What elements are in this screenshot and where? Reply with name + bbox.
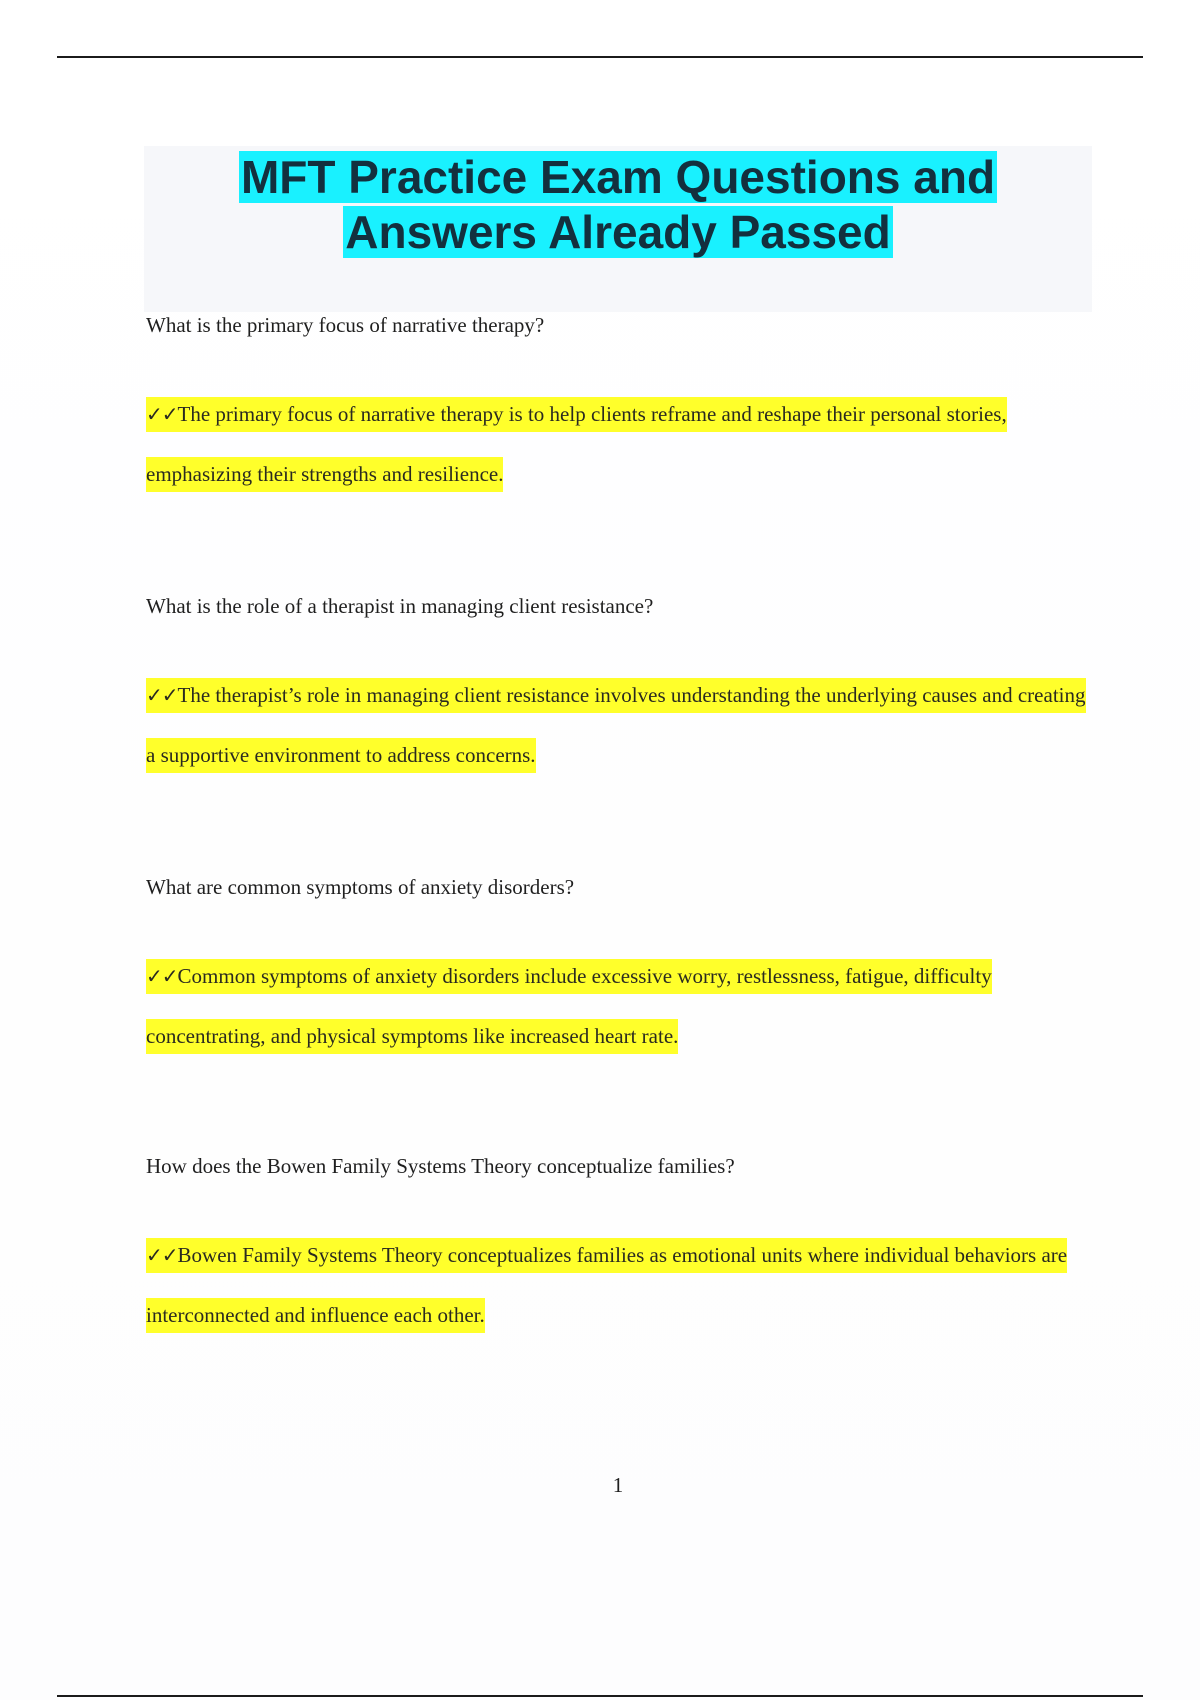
qa-item [146, 874, 1086, 1048]
answer-highlight [146, 1238, 1067, 1333]
answer-highlight [146, 397, 1007, 492]
qa-item [146, 312, 1086, 486]
qa-item [146, 1153, 1086, 1327]
double-check-icon: ✓✓ [146, 402, 178, 426]
question-text: What are common symptoms of anxiety disorders? [146, 875, 575, 899]
question-text: How does the Bowen Family Systems Theory conceptualize families? [146, 1154, 735, 1178]
double-check-icon: ✓✓ [146, 683, 178, 707]
qa-item [146, 593, 1086, 767]
answer-text [146, 384, 1086, 504]
title-block [144, 146, 1092, 312]
double-check-icon: ✓✓ [146, 964, 178, 988]
title-line-1: MFT Practice Exam Questions and [240, 151, 996, 203]
question-text: What is the primary focus of narrative therapy? [146, 313, 545, 337]
double-check-icon: ✓✓ [146, 1243, 178, 1267]
answer-body: Bowen Family Systems Theory conceptualizes families as emotional units where individual behaviors are interconnected and influence each other. [146, 1243, 1068, 1327]
page-number: 1 [612, 1473, 624, 1497]
answer-highlight [146, 678, 1086, 773]
answer-body: The primary focus of narrative therapy is to help clients reframe and reshape their personal stories, emphasizing their strengths and resilience. [146, 402, 1007, 486]
question-text: What is the role of a therapist in managing client resistance? [146, 594, 654, 618]
answer-text [146, 946, 1086, 1066]
answer-highlight [146, 959, 992, 1054]
answer-text [146, 1225, 1086, 1345]
answer-body: The therapist’s role in managing client resistance involves understanding the underlying causes and creating a supportive environment to address concerns. [146, 683, 1086, 767]
top-rule [57, 56, 1143, 58]
title-line-2: Answers Already Passed [345, 206, 891, 258]
document-title [144, 146, 1092, 260]
bottom-rule [57, 1695, 1143, 1697]
answer-text [146, 665, 1086, 785]
answer-body: Common symptoms of anxiety disorders include excessive worry, restlessness, fatigue, difficulty concentrating, and physical symptoms like increased heart rate. [146, 964, 992, 1048]
